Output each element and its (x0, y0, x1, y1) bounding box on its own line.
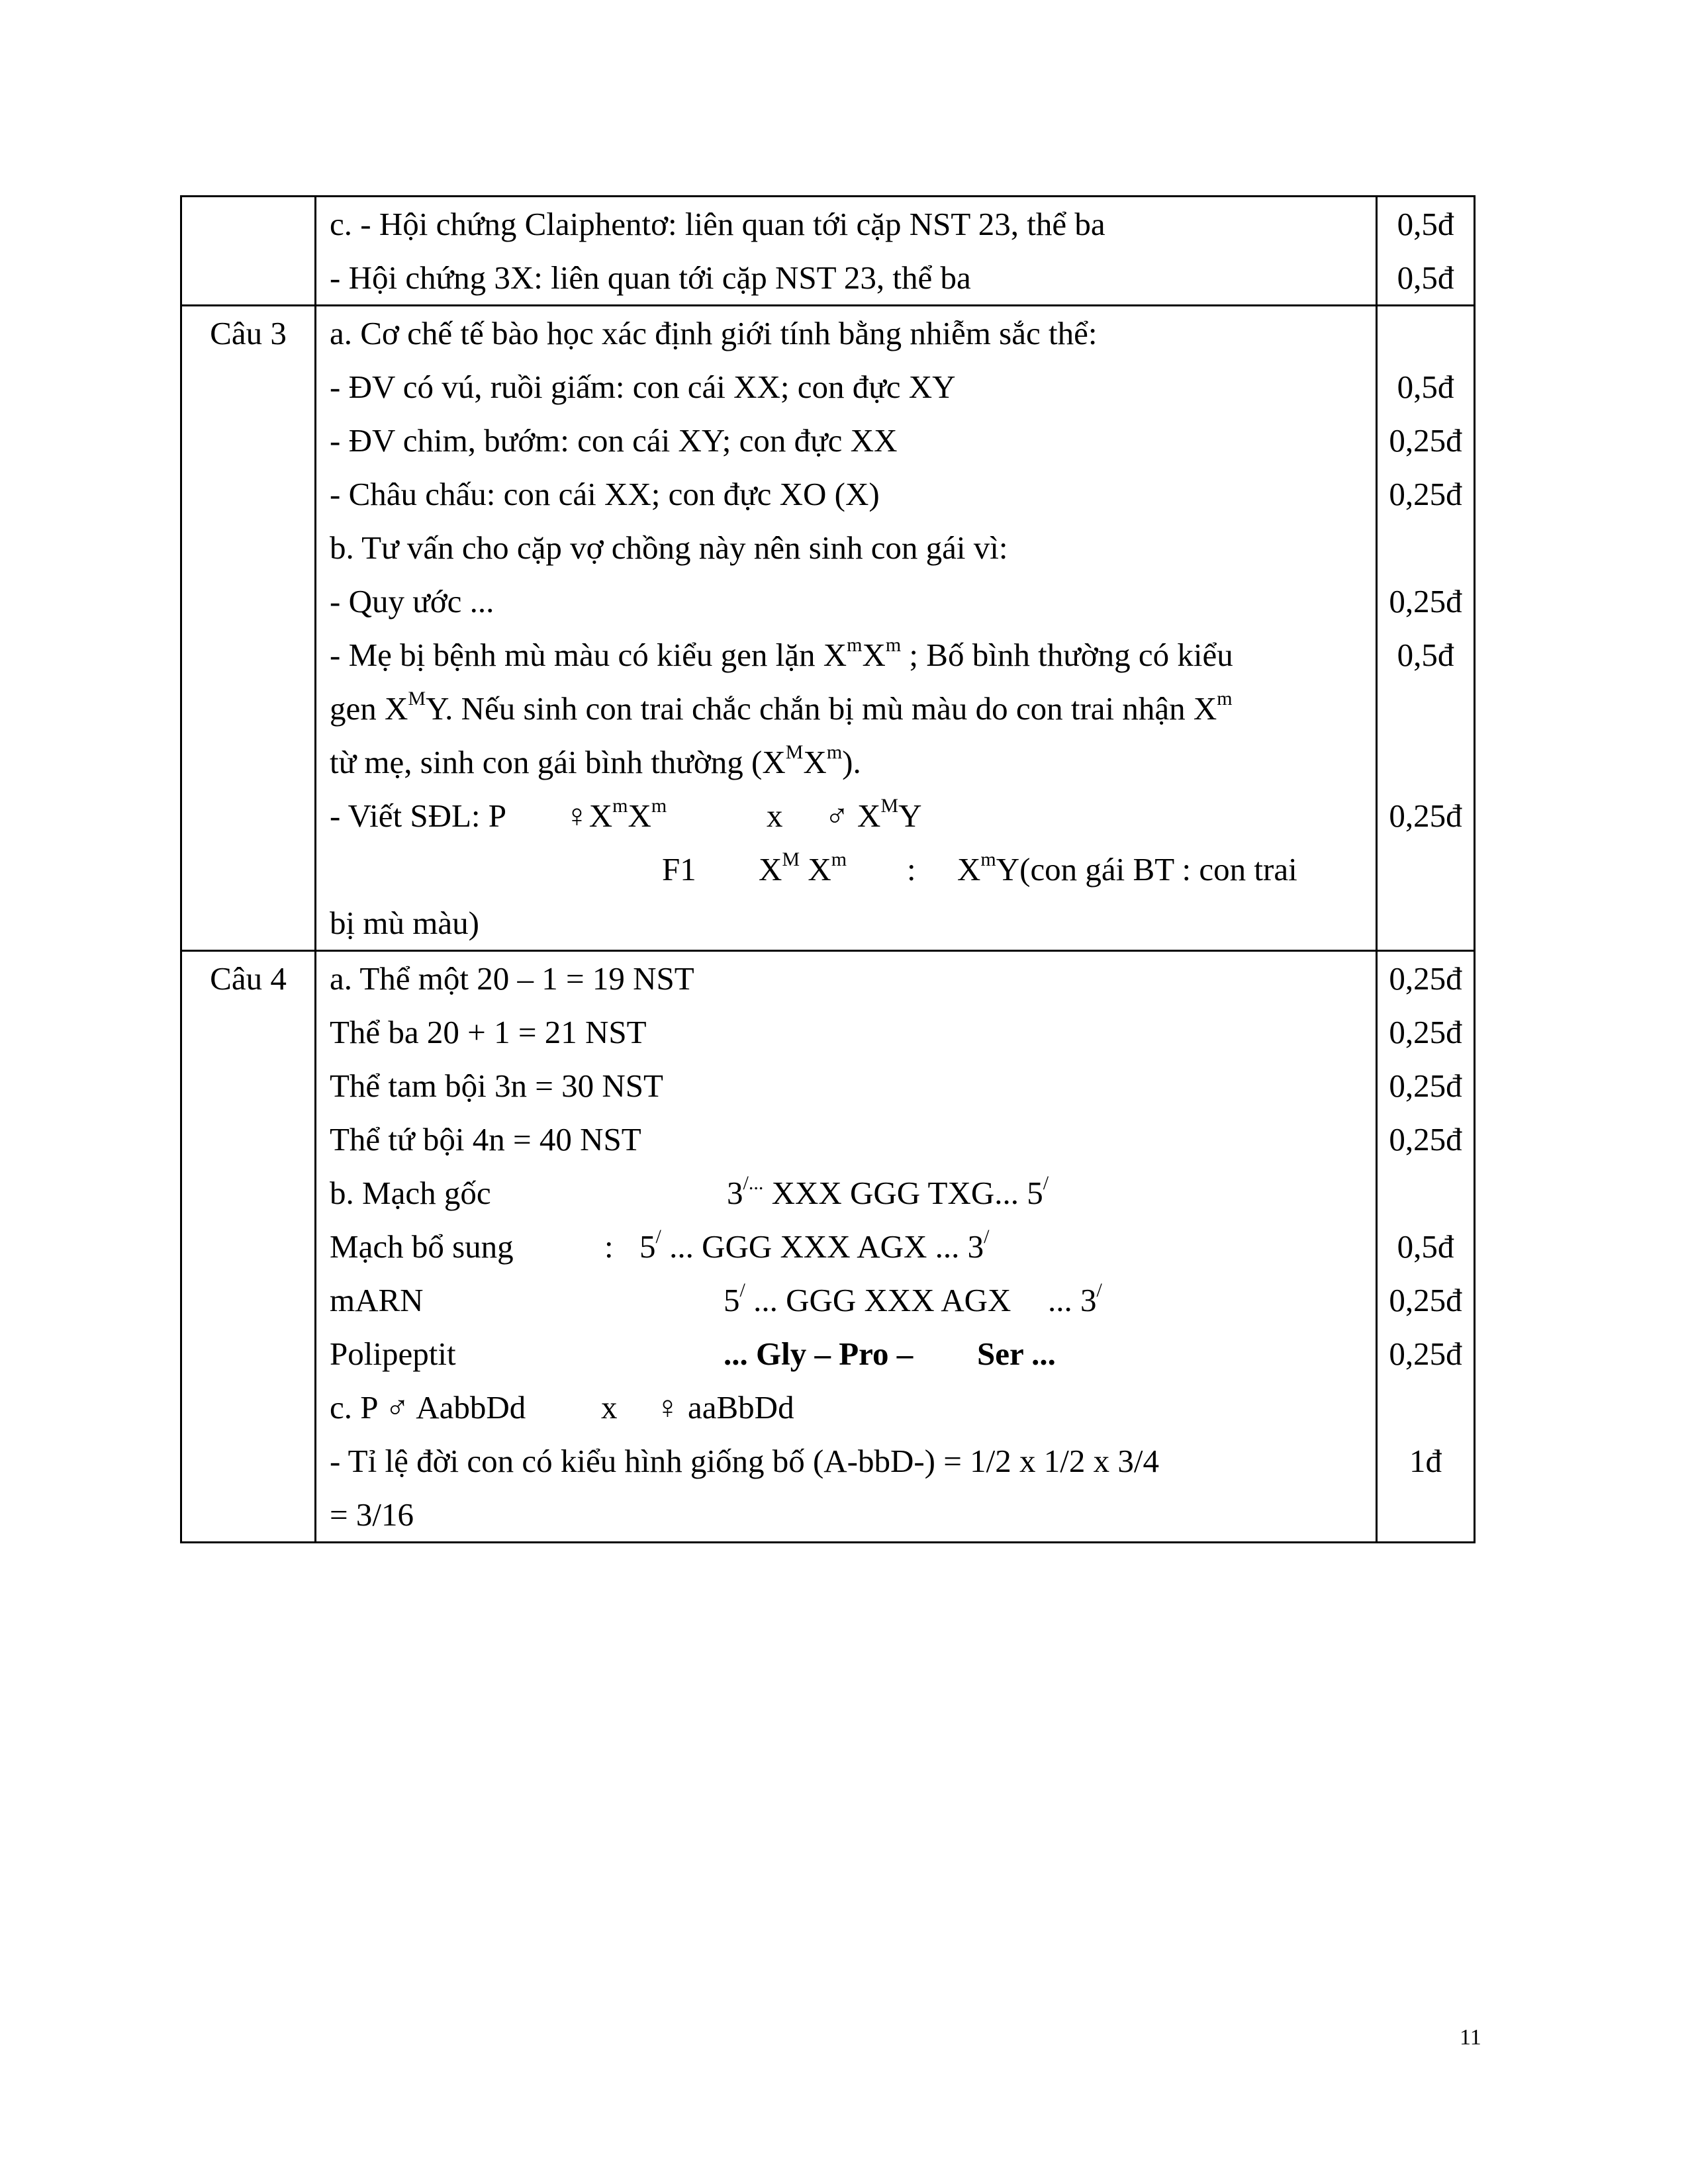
score-value: 0,5đ (1397, 206, 1454, 242)
score-value: 1đ (1409, 1443, 1442, 1479)
score-value: 0,25đ (1389, 1014, 1462, 1050)
score-cell (1377, 306, 1475, 951)
score-value (1378, 682, 1474, 735)
score-value (1378, 842, 1474, 896)
answer-line: Thể tứ bội 4n = 40 NST (330, 1121, 641, 1158)
answer-line: a. Thể một 20 – 1 = 19 NST (330, 960, 694, 997)
mrna-line: mARN 5/ ... GGG XXX AGX ... 3/ (330, 1279, 1102, 1318)
answer-line: - ĐV có vú, ruồi giấm: con cái XX; con đực XY (330, 369, 956, 405)
table-row (181, 306, 1475, 951)
score-value (1378, 521, 1474, 574)
answer-line: b. Tư vấn cho cặp vợ chồng này nên sinh con gái vì: (330, 529, 1008, 566)
score-value: 0,25đ (1389, 1068, 1462, 1104)
answer-content-cell (316, 306, 1377, 951)
answer-line: Thể ba 20 + 1 = 21 NST (330, 1014, 647, 1050)
question-label: Câu 4 (210, 960, 287, 997)
score-cell (1377, 951, 1475, 1543)
answer-line: - Tỉ lệ đời con có kiểu hình giống bố (A-bbD-) = 1/2 x 1/2 x 3/4 (330, 1443, 1159, 1479)
answer-line: từ mẹ, sinh con gái bình thường $(X^MX^m)$. (330, 741, 861, 780)
score-value: 0,25đ (1389, 1282, 1462, 1318)
answer-line: Thể tam bội 3n = 30 NST (330, 1068, 663, 1104)
answer-line: a. Cơ chế tế bào học xác định giới tính bằng nhiễm sắc thể: (330, 315, 1098, 351)
page-number: 11 (1460, 2025, 1481, 2050)
answer-table (180, 195, 1476, 1543)
answer-line: c. - Hội chứng Claiphentơ: liên quan tới cặp NST 23, thể ba (330, 206, 1105, 242)
question-label: Câu 3 (210, 315, 287, 351)
polypeptide-line: Polipeptit ... Gly – Pro – Ser ... (330, 1336, 1056, 1372)
score-value (1378, 735, 1474, 789)
score-value: 0,25đ (1389, 1121, 1462, 1158)
answer-line: - Quy ước ... (330, 583, 494, 619)
score-value: 0,25đ (1389, 1336, 1462, 1372)
cross-diagram-f1-line: F1 $X^M$ $X^m$ : $X^mY(con$ gái BT : con trai (662, 848, 1297, 887)
answer-line: - Châu chấu: con cái XX; con đực XO (X) (330, 476, 880, 512)
score-value: 0,5đ (1397, 1228, 1454, 1265)
score-value: 0,25đ (1389, 960, 1462, 997)
score-value: 0,5đ (1397, 637, 1454, 673)
score-value: 0,25đ (1389, 797, 1462, 834)
table-row (181, 951, 1475, 1543)
answer-line: = 3/16 (330, 1496, 414, 1533)
answer-content-cell (316, 197, 1377, 306)
score-value: 0,25đ (1389, 476, 1462, 512)
score-value: 0,25đ (1389, 583, 1462, 619)
cross-diagram-p-line: - Viết SĐL: P $♀X^mX^m$ x ♂ $X^MY$ (330, 795, 922, 834)
answer-content-cell (316, 951, 1377, 1543)
score-value (1378, 306, 1474, 360)
question-label-cell (181, 197, 316, 306)
score-value (1378, 896, 1474, 950)
complementary-strand-line: Mạch bổ sung : 5/ ... GGG XXX AGX ... 3/ (330, 1226, 990, 1265)
answer-line: gen $X^MY$. Nếu sinh con trai chắc chắn bị mù màu do con trai nhận $X^m$ (330, 688, 1233, 727)
table-row (181, 197, 1475, 306)
answer-line: - Mẹ bị bệnh mù màu có kiểu gen lặn $X^mX^m$ ; Bố bình thường có kiểu (330, 634, 1233, 673)
score-value: 0,5đ (1397, 259, 1454, 296)
score-value (1378, 1488, 1474, 1541)
score-cell (1377, 197, 1475, 306)
answer-line: - Hội chứng 3X: liên quan tới cặp NST 23, thể ba (330, 259, 971, 296)
score-value (1378, 1166, 1474, 1220)
template-strand-line: b. Mạch gốc 3/... XXX GGG TXG... 5/ (330, 1172, 1049, 1211)
answer-line: bị mù màu) (330, 905, 479, 941)
question-label-cell (181, 951, 316, 1543)
cross-line: c. P ♂ AabbDd x ♀ aaBbDd (330, 1389, 794, 1426)
score-value: 0,5đ (1397, 369, 1454, 405)
answer-line: - ĐV chim, bướm: con cái XY; con đực XX (330, 422, 898, 459)
score-value: 0,25đ (1389, 422, 1462, 459)
score-value (1378, 1381, 1474, 1434)
question-label-cell (181, 306, 316, 951)
